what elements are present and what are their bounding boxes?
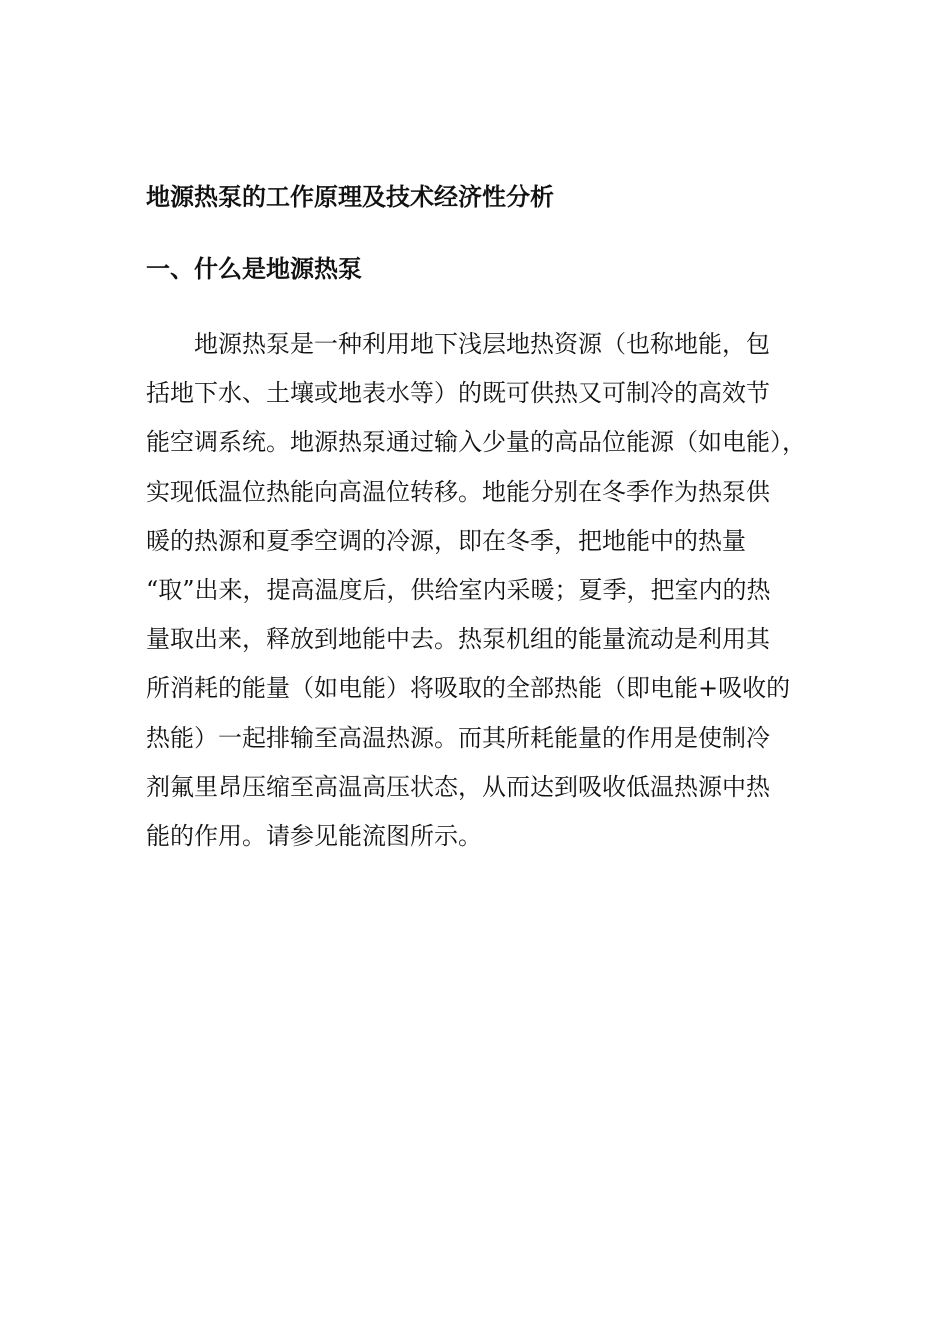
paragraph-line: 剂氟里昂压缩至高温高压状态，从而达到吸收低温热源中热	[146, 772, 770, 801]
paragraph-line: 热能）一起排输至高温热源。而其所耗能量的作用是使制冷	[146, 723, 770, 752]
paragraph-line: 地源热泵是一种利用地下浅层地热资源（也称地能，包	[194, 330, 770, 358]
paragraph-line: 能空调系统。地源热泵通过输入少量的高品位能源（如电能），	[146, 428, 806, 457]
paragraph-line: 括地下水、土壤或地表水等）的既可供热又可制冷的高效节	[146, 379, 770, 408]
paragraph-line: “取”出来，提高温度后，供给室内采暖；夏季，把室内的热	[146, 575, 771, 604]
paragraph-line: 能的作用。请参见能流图所示。	[146, 821, 482, 850]
body-paragraph	[146, 320, 818, 861]
paragraph-line: 实现低温位热能向高温位转移。地能分别在冬季作为热泵供	[146, 477, 770, 506]
paragraph-line: 暖的热源和夏季空调的冷源，即在冬季，把地能中的热量	[146, 526, 746, 555]
section-heading: 一、什么是地源热泵	[146, 254, 362, 283]
document-title: 地源热泵的工作原理及技术经济性分析	[146, 182, 554, 211]
paragraph-line: 所消耗的能量（如电能）将吸取的全部热能（即电能+吸收的	[146, 674, 791, 703]
paragraph-line: 量取出来，释放到地能中去。热泵机组的能量流动是利用其	[146, 625, 770, 654]
